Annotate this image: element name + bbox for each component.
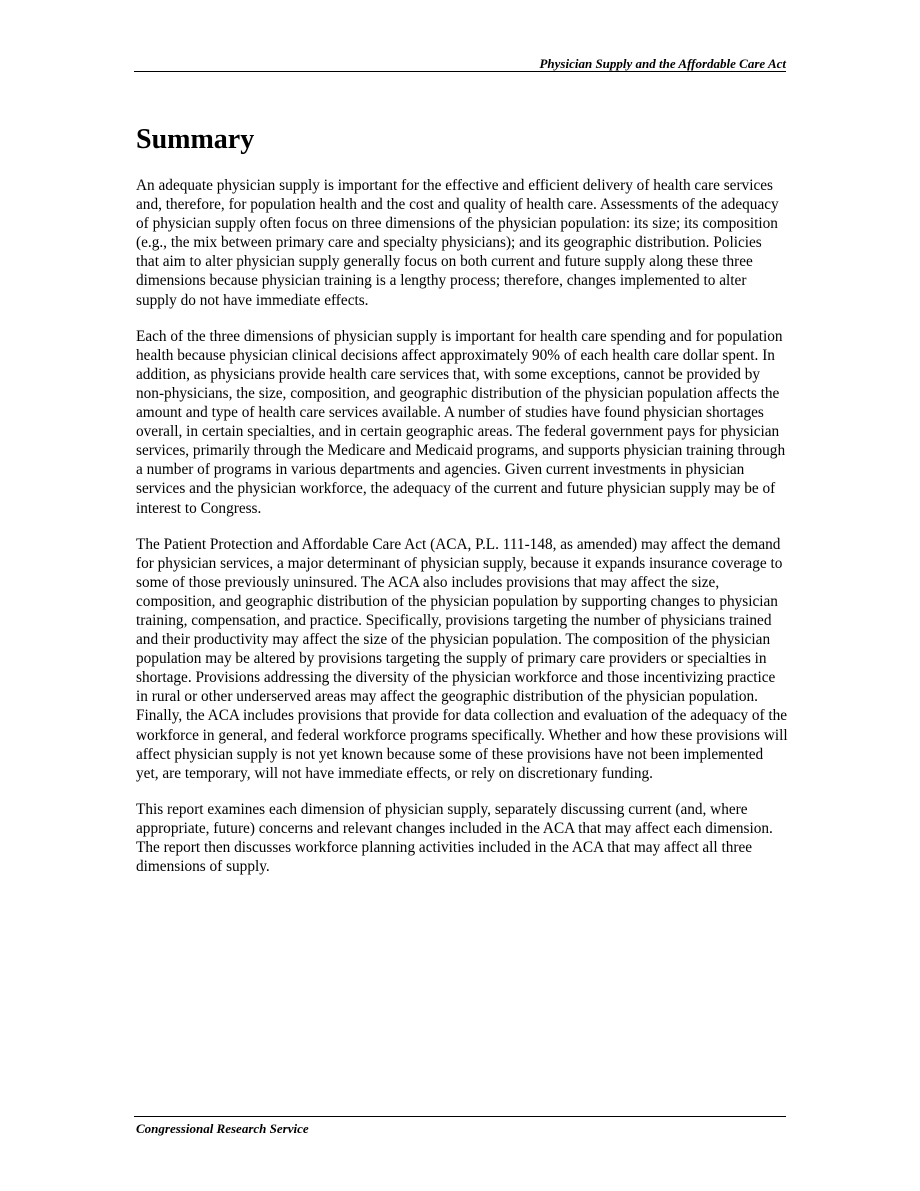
summary-body — [136, 176, 788, 893]
section-title: Summary — [136, 124, 255, 155]
running-footer: Congressional Research Service — [136, 1121, 309, 1136]
running-header: Physician Supply and the Affordable Care Act — [539, 56, 786, 71]
header-rule — [134, 71, 786, 72]
summary-paragraph-2: Each of the three dimensions of physician supply is important for health care spending and for population health because physician clinical decisions affect approximately 90% of each health care dollar spent. In addition, as physicians provide health care services that, with some exceptions, cannot be provided by non-physicians, the size, composition, and geographic distribution of the physician population affects the amount and type of health care services available. A number of studies have found physician shortages overall, in certain specialties, and in certain geographic areas. The federal government pays for physician services, primarily through the Medicare and Medicaid programs, and supports physician training through a number of programs in various departments and agencies. Given current investments in physician services and the physician workforce, the adequacy of the current and future physician supply may be of interest to Congress. — [136, 327, 786, 517]
summary-paragraph-3: The Patient Protection and Affordable Care Act (ACA, P.L. 111-148, as amended) may affect the demand for physician services, a major determinant of physician supply, because it expands insurance coverage to some of those previously uninsured. The ACA also includes provisions that may affect the size, composition, and geographic distribution of the physician population by supporting changes to physician training, compensation, and practice. Specifically, provisions targeting the number of physicians trained and their productivity may affect the size of the physician population. The composition of the physician population may be altered by provisions targeting the supply of primary care providers or specialties in shortage. Provisions addressing the diversity of the physician workforce and those incentivizing practice in rural or other underserved areas may affect the geographic distribution of the physician population. Finally, the ACA includes provisions that provide for data collection and evaluation of the adequacy of the workforce in general, and federal workforce programs specifically. Whether and how these provisions will affect physician supply is not yet known because some of these provisions have not been implemented yet, are temporary, will not have immediate effects, or rely on discretionary funding. — [136, 535, 788, 782]
summary-paragraph-1: An adequate physician supply is important for the effective and efficient delivery of health care services and, therefore, for population health and the cost and quality of health care. Assessments of the adequacy of physician supply often focus on three dimensions of the physician population: its size; its composition (e.g., the mix between primary care and specialty physicians); and its geographic distribution. Policies that aim to alter physician supply generally focus on both current and future supply along these three dimensions because physician training is a lengthy process; therefore, changes implemented to alter supply do not have immediate effects. — [136, 177, 779, 309]
footer-rule — [134, 1116, 786, 1117]
summary-paragraph-4: This report examines each dimension of physician supply, separately discussing current (and, where appropriate, future) concerns and relevant changes included in the ACA that may affect each dimension. The report then discusses workforce planning activities included in the ACA that may affect all three dimensions of supply. — [136, 800, 773, 876]
